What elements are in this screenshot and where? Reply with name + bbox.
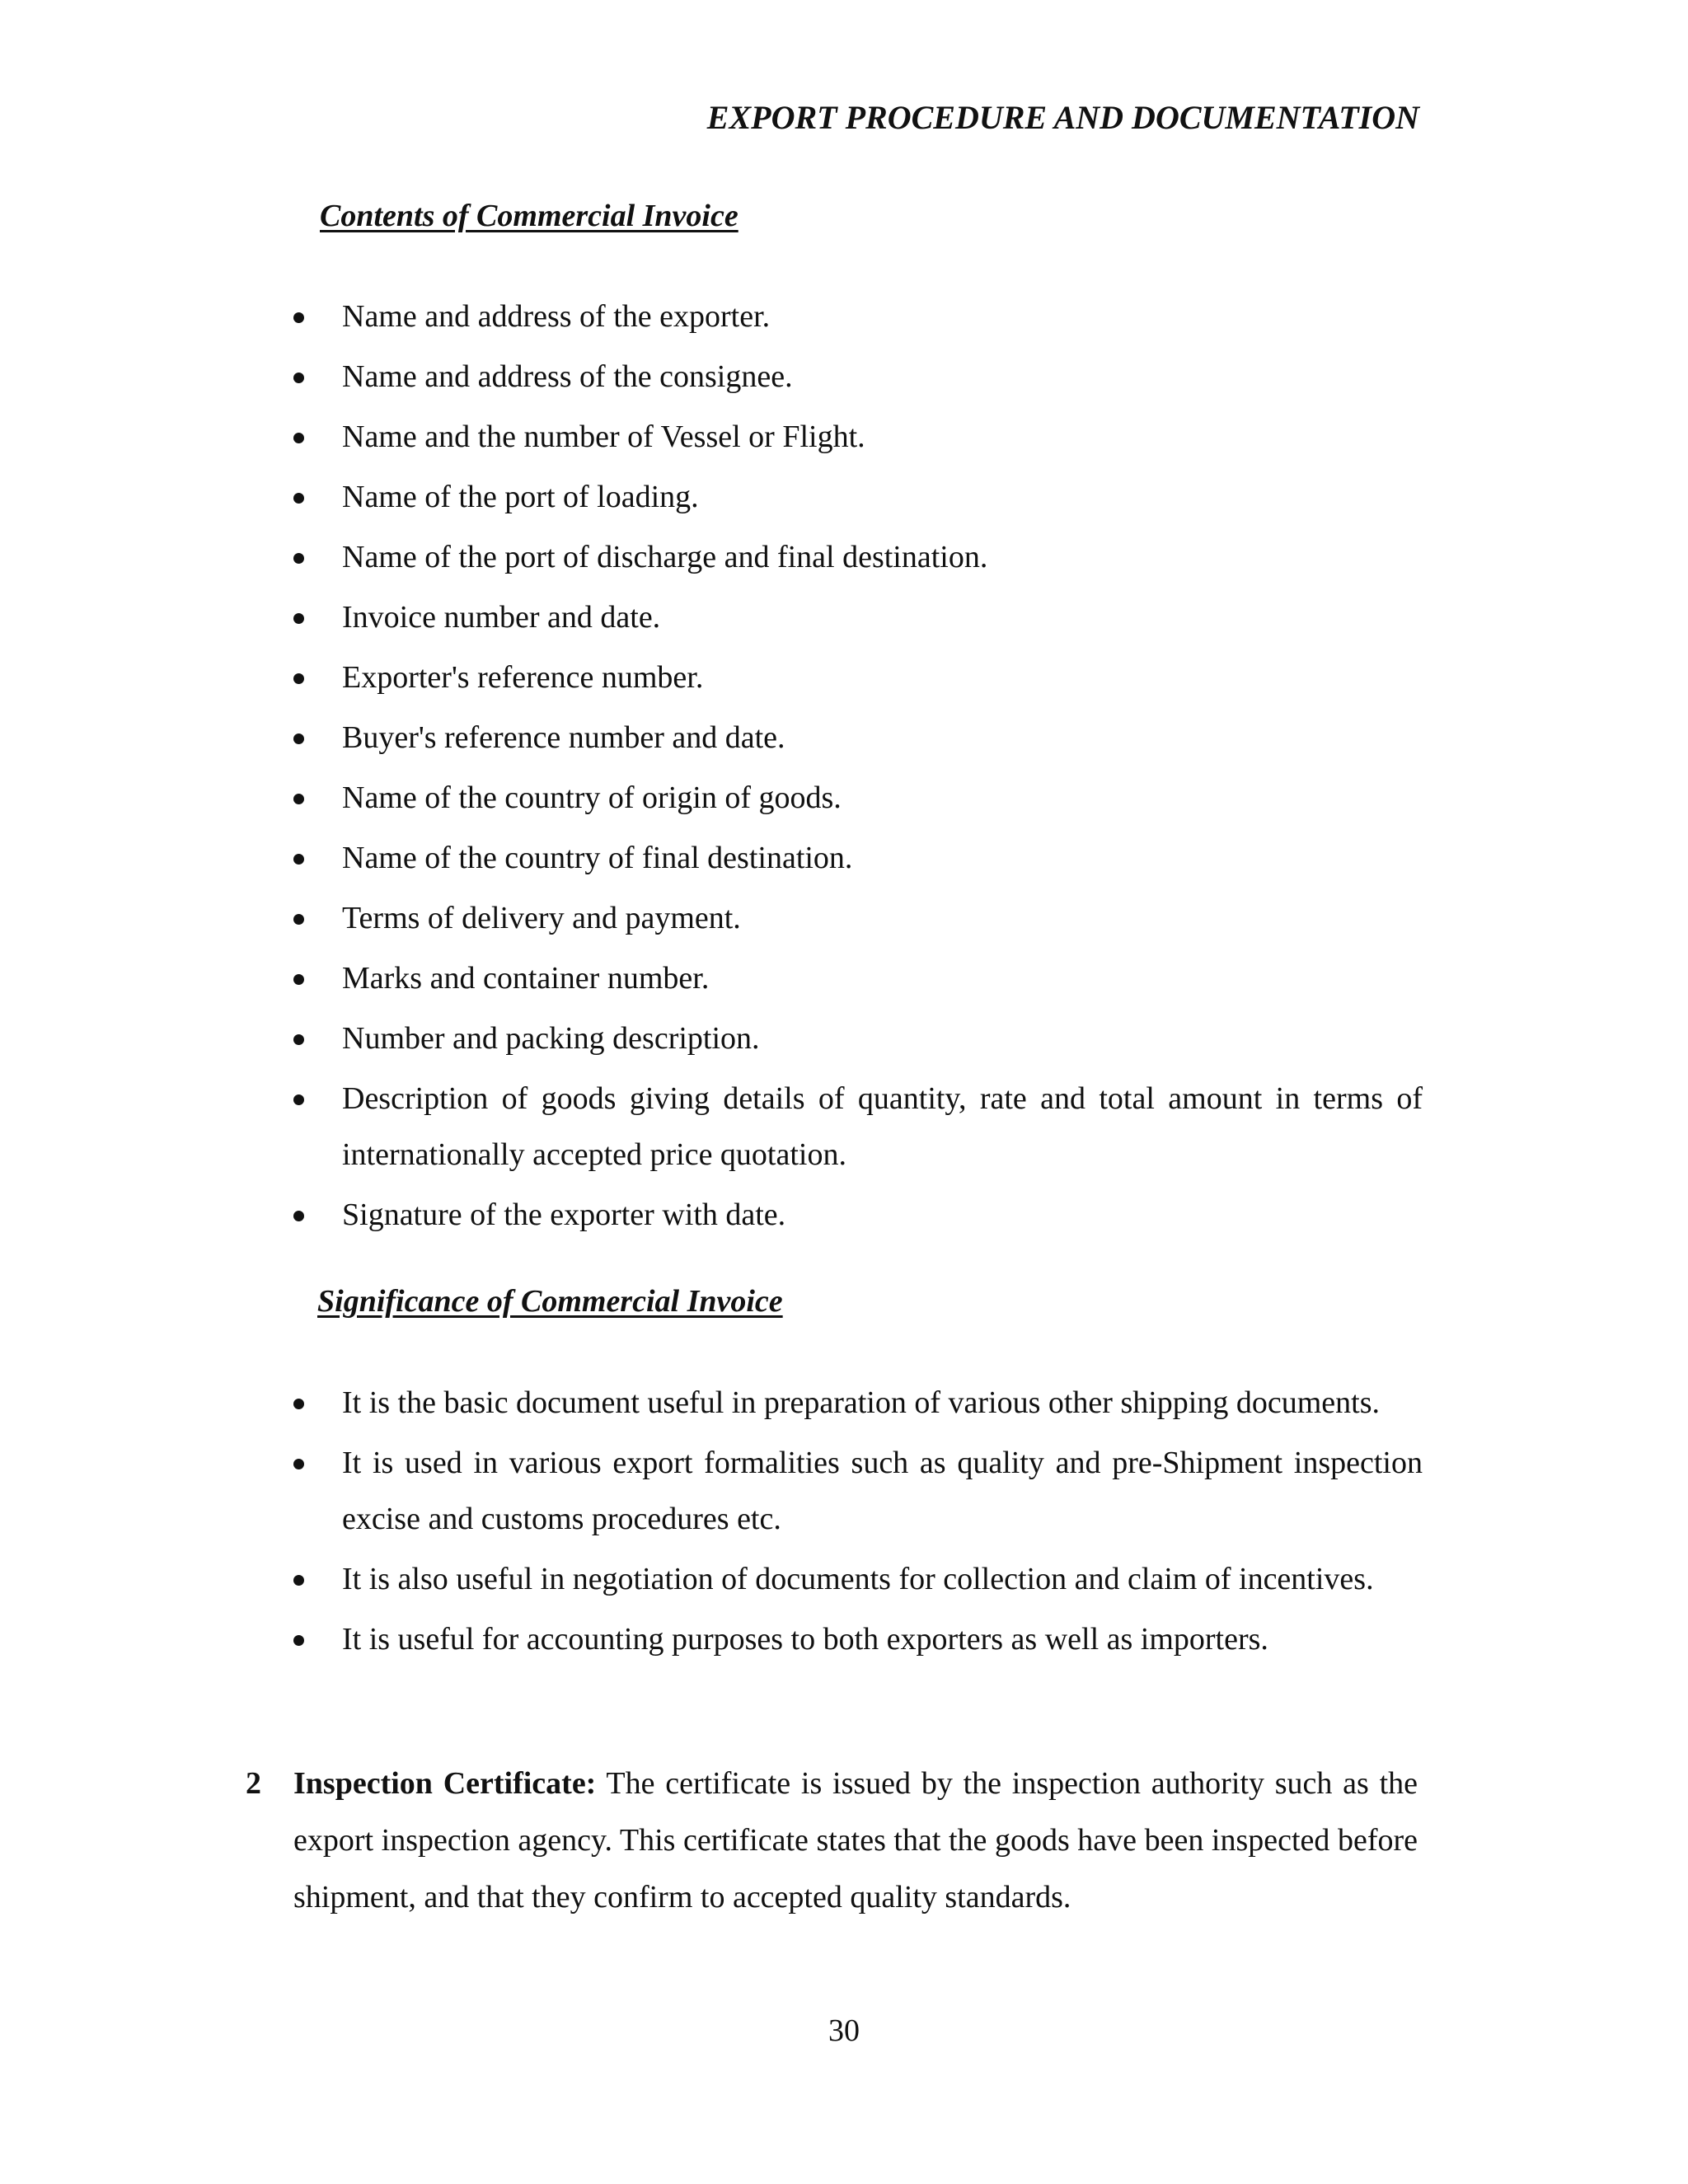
numbered-item-term: Inspection Certificate: [293,1766,597,1801]
running-header-title: EXPORT PROCEDURE AND DOCUMENTATION [706,99,1419,136]
bullet-icon [293,613,304,624]
list-item-text: Marks and container number. [342,961,710,996]
list-item-text: It is also useful in negotiation of documents for collection and claim of incentives. [342,1562,1374,1596]
list-item [288,349,1423,405]
bullet-icon [293,794,304,804]
bullet-icon [293,1399,304,1409]
list-item-text: Description of goods giving details of quantity, rate and total amount in terms of internationally accepted price quotation. [342,1081,1423,1172]
list-item-text: Number and packing description. [342,1021,760,1056]
bullet-icon [293,974,304,985]
list-item [288,469,1423,525]
contents-bullet-list [288,288,1423,1247]
bullet-icon [293,373,304,383]
list-item-text: It is useful for accounting purposes to both exporters as well as importers. [342,1622,1268,1657]
numbered-item-number: 2 [246,1766,261,1801]
list-item [288,1611,1423,1667]
list-item [288,830,1423,886]
list-item [288,950,1423,1006]
bullet-icon [293,914,304,925]
list-item [288,1010,1423,1066]
list-item-text: Exporter's reference number. [342,660,704,695]
bullet-icon [293,1034,304,1045]
bullet-icon [293,1635,304,1646]
bullet-icon [293,1459,304,1469]
list-item-text: It is the basic document useful in preparation of various other shipping documents. [342,1385,1380,1420]
bullet-icon [293,493,304,504]
list-item [288,890,1423,946]
list-item [288,1551,1423,1607]
numbered-item-paragraph [293,1755,1418,1926]
list-item-text: Name and address of the consignee. [342,359,793,394]
list-item [288,589,1423,645]
list-item-text: Name of the country of final destination. [342,841,853,875]
bullet-icon [293,553,304,564]
bullet-icon [293,312,304,323]
list-item [288,770,1423,826]
list-item [288,1187,1423,1243]
list-item-text: Signature of the exporter with date. [342,1197,786,1232]
page-number: 30 [828,2013,860,2048]
bullet-icon [293,1575,304,1586]
list-item [288,288,1423,344]
list-item [288,1435,1423,1547]
bullet-icon [293,673,304,684]
bullet-icon [293,854,304,865]
numbered-item-text: The certificate is issued by the inspection authority such as the export inspection agency. This certificate states that the goods have been inspected before shipment, and that they confirm to accepted quality standards. [293,1766,1418,1915]
list-item [288,710,1423,766]
section-heading-significance: Significance of Commercial Invoice [317,1284,783,1319]
list-item [288,649,1423,705]
bullet-icon [293,733,304,744]
list-item [288,1071,1423,1183]
list-item-text: Terms of delivery and payment. [342,901,741,935]
section-heading-contents: Contents of Commercial Invoice [320,199,738,233]
list-item-text: Name of the port of loading. [342,480,699,514]
bullet-icon [293,433,304,443]
list-item-text: Invoice number and date. [342,600,661,635]
list-item [288,409,1423,465]
list-item [288,529,1423,585]
list-item-text: Buyer's reference number and date. [342,720,785,755]
significance-bullet-list [288,1375,1423,1671]
list-item-text: Name and address of the exporter. [342,299,771,334]
list-item-text: It is used in various export formalities such as quality and pre-Shipment inspection excise and customs procedures etc. [342,1446,1423,1536]
list-item-text: Name of the country of origin of goods. [342,780,842,815]
bullet-icon [293,1094,304,1105]
list-item [288,1375,1423,1431]
list-item-text: Name and the number of Vessel or Flight. [342,419,865,454]
bullet-icon [293,1211,304,1221]
list-item-text: Name of the port of discharge and final destination. [342,540,988,574]
